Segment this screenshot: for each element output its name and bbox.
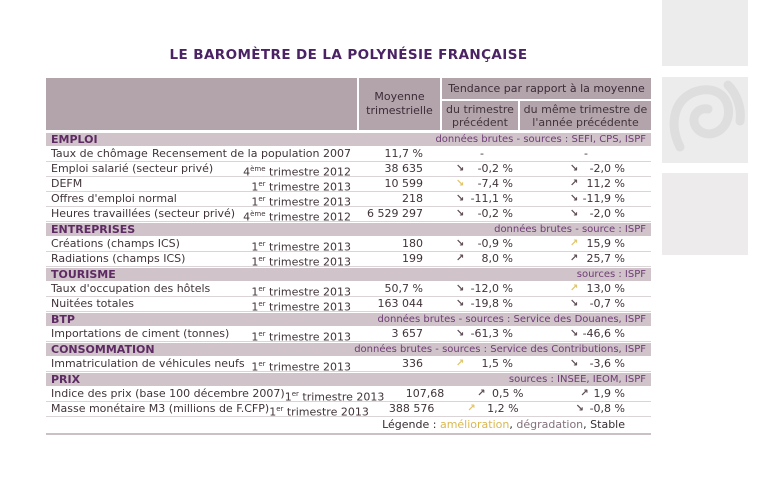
header-sub-trimestre-precedent: du trimestre précédent <box>442 101 520 130</box>
tendance-value: -0,2 % <box>477 207 513 220</box>
tendance-value: -7,4 % <box>477 177 513 190</box>
period-base: 1 <box>251 360 259 374</box>
tendance-cell <box>443 207 521 221</box>
period-ordinal-suffix: er <box>291 390 299 398</box>
section-title: TOURISME <box>51 268 116 281</box>
tendance-value: -46,6 % <box>582 327 625 340</box>
section-header-tourisme <box>46 268 651 281</box>
period-ordinal-suffix: er <box>276 405 284 413</box>
period-rest: trimestre 2013 <box>265 195 351 209</box>
tendance-value: 15,9 % <box>586 237 625 250</box>
period-cell <box>82 177 359 194</box>
table-row <box>46 327 651 342</box>
tendance-value: 0,5 % <box>491 387 524 400</box>
tendance-cell <box>521 327 651 341</box>
section-header-emploi <box>46 133 651 146</box>
tendance-cell <box>521 357 651 371</box>
tendance-cell <box>521 252 651 266</box>
legend-prefix: Légende : <box>382 418 440 431</box>
header-tendance-group <box>442 78 651 130</box>
arrow-down-icon: ↘ <box>456 328 465 339</box>
indicator-label: Radiations (champs ICS) <box>51 252 186 265</box>
section-source-note: données brutes - sources : Service des Douanes, ISPF <box>377 314 646 325</box>
period-base: 1 <box>251 195 259 209</box>
period-base: 1 <box>251 240 259 254</box>
tendance-cell <box>443 147 521 161</box>
legend-degradation: dégradation <box>516 418 584 431</box>
indicator-label: Importations de ciment (tonnes) <box>51 327 230 340</box>
quarterly-average-value: 50,7 % <box>384 282 423 295</box>
arrow-down-icon: ↘ <box>456 193 465 204</box>
period-base: 1 <box>251 180 259 194</box>
arrow-down-icon: ↘ <box>456 238 465 249</box>
tendance-cell <box>443 252 521 266</box>
table-row <box>46 297 651 312</box>
quarterly-average-value: 11,7 % <box>384 147 423 160</box>
tendance-cell <box>443 177 521 191</box>
tendance-cell <box>527 402 651 416</box>
arrow-up-icon: ↗ <box>570 238 579 249</box>
period-rest: trimestre 2013 <box>265 300 351 314</box>
period-ordinal-suffix: ème <box>250 210 266 218</box>
period-cell <box>235 207 359 224</box>
tendance-value: - <box>584 147 588 160</box>
quarterly-average-value: 10 599 <box>384 177 423 190</box>
tendance-value: -0,8 % <box>589 402 625 415</box>
tendance-cell <box>443 297 521 311</box>
period-cell <box>245 357 359 374</box>
tendance-cell <box>521 207 651 221</box>
table-row <box>46 192 651 207</box>
tendance-cell <box>521 192 651 206</box>
legend-sep2: , <box>583 418 591 431</box>
header-sub-annee-precedente: du même trimestre de l'année précédente <box>520 101 651 130</box>
arrow-down-icon: ↘ <box>456 283 465 294</box>
tendance-value: -0,9 % <box>477 237 513 250</box>
arrow-down-icon: ↘ <box>456 163 465 174</box>
section-source-note: sources : ISPF <box>576 269 646 280</box>
indicator-label: Taux d'occupation des hôtels <box>51 282 211 295</box>
arrow-up-icon: ↗ <box>570 283 579 294</box>
table-row <box>46 387 651 402</box>
section-source-note: sources : INSEE, IEOM, ISPF <box>508 374 646 385</box>
tendance-value: -12,0 % <box>470 282 513 295</box>
table-row <box>46 252 651 267</box>
tendance-cell <box>443 282 521 296</box>
legend-improvement: amélioration <box>439 418 510 431</box>
period-base: Recensement de la population 2007 <box>151 147 351 160</box>
quarterly-average-value: 6 529 297 <box>367 207 423 220</box>
table-row <box>46 177 651 192</box>
section-header-btp <box>46 313 651 326</box>
period-ordinal-suffix: er <box>258 330 266 338</box>
table-row <box>46 162 651 177</box>
section-header-entreprises <box>46 223 651 236</box>
legend-sep1: , <box>509 418 517 431</box>
table-row <box>46 237 651 252</box>
indicator-label: Offres d'emploi normal <box>51 192 177 205</box>
period-rest: trimestre 2013 <box>298 390 385 404</box>
tendance-value: 8,0 % <box>481 252 513 265</box>
legend-row <box>46 417 651 435</box>
period-ordinal-suffix: er <box>258 255 266 263</box>
arrow-up-icon: ↗ <box>467 403 476 414</box>
period-cell <box>269 402 377 419</box>
quarterly-average-value: 38 635 <box>384 162 423 175</box>
period-ordinal-suffix: er <box>258 180 266 188</box>
tendance-value: 13,0 % <box>586 282 625 295</box>
tendance-cell <box>521 162 651 176</box>
tendance-value: 11,2 % <box>586 177 625 190</box>
table-row <box>46 402 651 417</box>
tendance-value: -19,8 % <box>470 297 513 310</box>
indicator-label: Indice des prix (base 100 décembre 2007) <box>51 387 285 400</box>
tendance-value: -3,6 % <box>589 357 625 370</box>
page-title: LE BAROMÈTRE DE LA POLYNÉSIE FRANÇAISE <box>169 47 528 63</box>
table-body <box>46 133 651 417</box>
section-title: EMPLOI <box>51 133 98 146</box>
period-cell <box>210 282 359 299</box>
section-title: ENTREPRISES <box>51 223 136 236</box>
tendance-value: 25,7 % <box>586 252 625 265</box>
period-cell <box>185 252 359 269</box>
tendance-cell <box>443 237 521 251</box>
arrow-down-icon: ↘ <box>456 208 465 219</box>
section-source-note: données brutes - sources : SEFI, CPS, ISPF <box>435 134 646 145</box>
period-base: 1 <box>269 405 277 419</box>
quarterly-average-value: 199 <box>402 252 423 265</box>
indicator-label: Taux de chômage <box>51 147 148 160</box>
arrow-up-icon: ↗ <box>570 253 579 264</box>
barometer-table <box>46 78 651 435</box>
quarterly-average-value: 218 <box>402 192 423 205</box>
tendance-cell <box>464 387 531 401</box>
table-row <box>46 357 651 372</box>
tendance-cell <box>454 402 526 416</box>
section-source-note: données brutes - sources : Service des Contributions, ISPF <box>354 344 646 355</box>
legend-stable: Stable <box>590 418 625 431</box>
period-base: 1 <box>251 255 259 269</box>
tendance-cell <box>443 327 521 341</box>
quarterly-average-value: 163 044 <box>377 297 423 310</box>
indicator-label: Immatriculation de véhicules neufs <box>51 357 245 370</box>
period-rest: trimestre 2013 <box>265 360 351 374</box>
period-rest: trimestre 2013 <box>265 180 351 194</box>
quarterly-average-value: 180 <box>402 237 423 250</box>
period-base: 4 <box>243 210 251 224</box>
tendance-value: - <box>480 147 484 160</box>
period-rest: trimestre 2012 <box>265 210 351 224</box>
indicator-label: Nuitées totales <box>51 297 134 310</box>
period-ordinal-suffix: er <box>258 300 266 308</box>
tendance-value: -11,9 % <box>582 192 625 205</box>
period-base: 4 <box>243 165 251 179</box>
table-row <box>46 207 651 222</box>
table-row <box>46 282 651 297</box>
header-moyenne-trimestrielle: Moyenne trimestrielle <box>359 78 440 130</box>
tendance-value: 1,2 % <box>487 402 519 415</box>
period-ordinal-suffix: er <box>258 360 266 368</box>
period-rest: trimestre 2013 <box>265 285 351 299</box>
period-base: 1 <box>251 300 259 314</box>
arrow-up-icon: ↗ <box>570 178 579 189</box>
section-header-prix <box>46 373 651 386</box>
tendance-cell <box>521 297 651 311</box>
header-tendance-title: Tendance par rapport à la moyenne <box>442 78 651 101</box>
table-header <box>46 78 651 130</box>
tendance-cell <box>443 162 521 176</box>
tribal-swirl-graphic <box>662 77 748 163</box>
decor-pattern-block <box>662 77 748 163</box>
tendance-cell <box>443 357 521 371</box>
table-row <box>46 147 651 162</box>
period-cell <box>134 297 359 314</box>
tendance-cell <box>521 177 651 191</box>
header-corner-cell <box>46 78 357 130</box>
period-cell <box>213 162 359 179</box>
period-base: 1 <box>251 330 259 344</box>
period-cell <box>148 147 359 161</box>
tendance-cell <box>531 387 651 401</box>
decor-block-top <box>662 0 748 66</box>
arrow-down-icon: ↘ <box>570 298 579 309</box>
arrow-down-icon: ↘ <box>575 403 584 414</box>
indicator-label: DEFM <box>51 177 83 190</box>
tendance-value: -11,1 % <box>470 192 513 205</box>
period-base: 1 <box>251 285 259 299</box>
arrow-down-icon: ↘ <box>570 358 579 369</box>
section-title: BTP <box>51 313 75 326</box>
arrow-up-icon: ↗ <box>580 388 589 399</box>
arrow-down-icon: ↘ <box>570 328 579 339</box>
section-title: CONSOMMATION <box>51 343 155 356</box>
period-rest: trimestre 2013 <box>265 240 351 254</box>
tendance-value: -0,2 % <box>477 162 513 175</box>
indicator-label: Créations (champs ICS) <box>51 237 180 250</box>
section-title: PRIX <box>51 373 81 386</box>
tendance-value: -0,7 % <box>589 297 625 310</box>
period-ordinal-suffix: ème <box>250 165 266 173</box>
period-rest: trimestre 2013 <box>283 405 369 419</box>
arrow-down-icon: ↘ <box>570 208 579 219</box>
period-cell <box>229 327 359 344</box>
quarterly-average-value: 107,68 <box>405 387 445 400</box>
quarterly-average-value: 3 657 <box>391 327 423 340</box>
quarterly-average-value: 388 576 <box>388 402 435 415</box>
arrow-up-icon: ↗ <box>477 388 486 399</box>
arrow-down-icon: ↘ <box>570 163 579 174</box>
tendance-cell <box>521 147 651 161</box>
tendance-cell <box>443 192 521 206</box>
period-rest: trimestre 2013 <box>265 330 351 344</box>
period-cell <box>180 237 359 254</box>
section-source-note: données brutes - source : ISPF <box>494 224 646 235</box>
period-cell <box>177 192 359 209</box>
arrow-up-icon: ↗ <box>456 253 465 264</box>
tendance-value: 1,9 % <box>593 387 625 400</box>
tendance-value: -2,0 % <box>589 207 625 220</box>
period-ordinal-suffix: er <box>258 195 266 203</box>
indicator-label: Masse monétaire M3 (millions de F.CFP) <box>51 402 270 415</box>
quarterly-average-value: 336 <box>402 357 423 370</box>
period-base: 1 <box>284 390 292 404</box>
tendance-cell <box>521 282 651 296</box>
period-ordinal-suffix: er <box>258 285 266 293</box>
decor-block-bottom <box>662 173 748 255</box>
arrow-down-icon: ↘ <box>570 193 579 204</box>
arrow-up-icon: ↗ <box>456 358 465 369</box>
tendance-value: -61,3 % <box>470 327 513 340</box>
arrow-down-icon: ↘ <box>456 298 465 309</box>
tendance-cell <box>521 237 651 251</box>
period-rest: trimestre 2013 <box>265 255 351 269</box>
period-ordinal-suffix: er <box>258 240 266 248</box>
period-cell <box>284 387 393 404</box>
arrow-down-icon: ↘ <box>456 178 465 189</box>
tendance-value: -2,0 % <box>589 162 625 175</box>
tendance-value: 1,5 % <box>481 357 513 370</box>
indicator-label: Emploi salarié (secteur privé) <box>51 162 214 175</box>
indicator-label: Heures travaillées (secteur privé) <box>51 207 236 220</box>
section-header-consommation <box>46 343 651 356</box>
period-rest: trimestre 2012 <box>265 165 351 179</box>
